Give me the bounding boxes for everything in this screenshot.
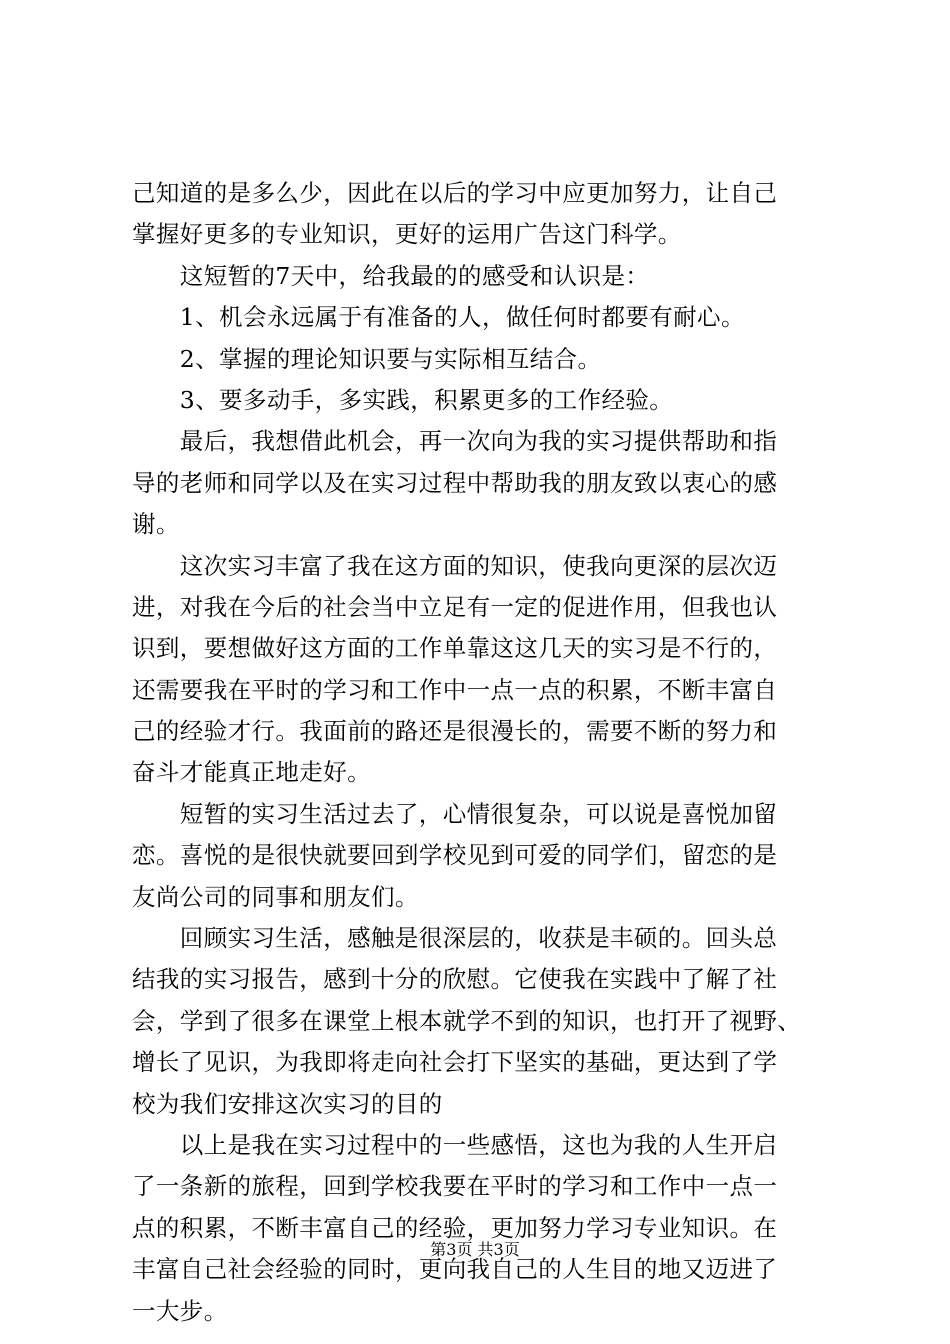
page-number-footer: 第3页 共3页: [430, 1240, 520, 1259]
text-line: 己知道的是多么少，因此在以后的学习中应更加努力，让自己: [132, 179, 778, 207]
text-line: 会，学到了很多在课堂上根本就学不到的知识，也打开了视野、: [132, 1006, 802, 1035]
text-line: 以上是我在实习过程中的一些感悟，这也为我的人生开启: [132, 1130, 778, 1159]
text-line: 了一条新的旅程，回到学校我要在平时的学习和工作中一点一: [132, 1172, 778, 1201]
text-line: 校为我们安排这次实习的目的: [132, 1089, 443, 1118]
text-line: 还需要我在平时的学习和工作中一点一点的积累，不断丰富自: [132, 675, 778, 704]
text-line: 1、机会永远属于有准备的人，做任何时都要有耐心。: [132, 303, 745, 332]
text-line: 谢。: [132, 510, 180, 539]
text-line: 奋斗才能真正地走好。: [132, 758, 371, 787]
text-line: 友尚公司的同事和朋友们。: [132, 882, 419, 911]
text-line: 导的老师和同学以及在实习过程中帮助我的朋友致以衷心的感: [132, 468, 778, 497]
text-line: 短暂的实习生活过去了，心情很复杂，可以说是喜悦加留: [132, 799, 778, 828]
body-text: [132, 173, 832, 1332]
text-line: 进，对我在今后的社会当中立足有一定的促进作用，但我也认: [132, 592, 778, 621]
text-line: 最后，我想借此机会，再一次向为我的实习提供帮助和指: [132, 427, 778, 456]
text-line: 增长了见识，为我即将走向社会打下坚实的基础，更达到了学: [132, 1048, 778, 1077]
text-line: 恋。喜悦的是很快就要回到学校见到可爱的同学们，留恋的是: [132, 841, 778, 870]
text-line: 3、要多动手，多实践，积累更多的工作经验。: [132, 385, 674, 414]
text-line: 2、掌握的理论知识要与实际相互结合。: [132, 344, 602, 373]
text-line: 识到，要想做好这方面的工作单靠这这几天的实习是不行的，: [132, 634, 778, 663]
text-line: 己的经验才行。我面前的路还是很漫长的，需要不断的努力和: [132, 717, 778, 746]
text-line: 一大步。: [132, 1296, 228, 1325]
text-line: 这短暂的7天中，给我最的的感受和认识是：: [132, 261, 650, 290]
text-line: 掌握好更多的专业知识，更好的运用广告这门科学。: [132, 220, 682, 249]
text-line: 点的积累，不断丰富自己的经验，更加努力学习专业知识。在: [132, 1213, 778, 1242]
text-line: 回顾实习生活，感触是很深层的，收获是丰硕的。回头总: [132, 924, 778, 953]
text-line: 这次实习丰富了我在这方面的知识，使我向更深的层次迈: [132, 551, 778, 580]
text-line: 结我的实习报告，感到十分的欣慰。它使我在实践中了解了社: [132, 965, 778, 994]
text-line: 丰富自己社会经验的同时，更向我自己的人生目的地又迈进了: [132, 1255, 778, 1284]
